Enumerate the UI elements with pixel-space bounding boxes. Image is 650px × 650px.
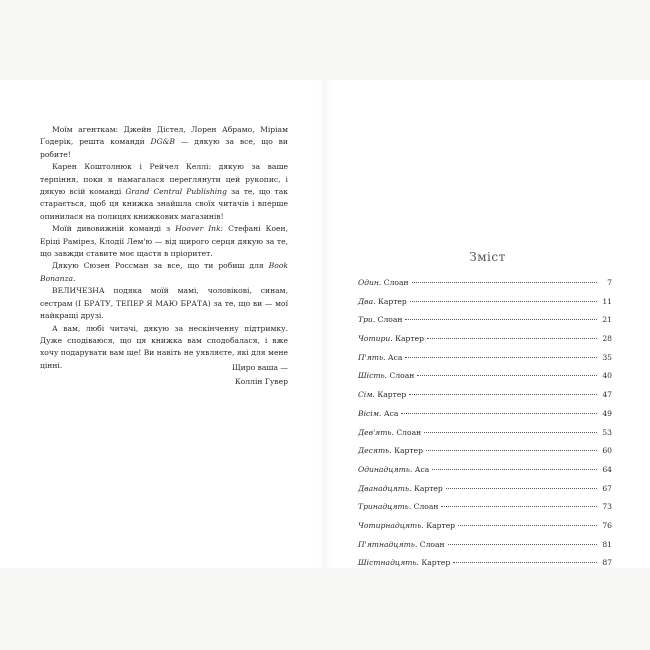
toc-entry xyxy=(358,540,612,559)
chapter-narrator: Слоан xyxy=(393,427,422,437)
chapter-narrator: Картер xyxy=(375,296,407,306)
page-number: 7 xyxy=(607,278,612,287)
italic-text: DG&B xyxy=(150,137,175,147)
italic-text: Hoover Ink: xyxy=(175,224,224,234)
signoff: Щиро ваша — xyxy=(232,363,288,372)
page-number: 40 xyxy=(602,371,612,381)
chapter-narrator: Слоан xyxy=(387,371,415,381)
chapter-number: Шість. xyxy=(358,371,388,381)
ack-paragraph xyxy=(40,124,288,161)
chapter-number: Вісім. xyxy=(358,408,382,418)
text-segment: Карен Коштолнюк і Рейчел Келлі: дякую за ваше терпіння, поки я намагалася переглянути цей рукопис, і дякую всій команді xyxy=(40,162,288,197)
chapter-number: Один. xyxy=(358,278,382,287)
dot-leader xyxy=(405,319,597,320)
dot-leader xyxy=(446,488,597,489)
dot-leader xyxy=(410,301,597,302)
acknowledgements-text xyxy=(40,124,288,372)
dot-leader xyxy=(458,525,597,526)
text-segment: Моїй дивовижній команді з xyxy=(52,224,176,234)
text-segment: за те, що так старається, щоб ця книжка знайшла своїх читачів і вперше опинилася на полицях книжкових магазинів! xyxy=(40,187,289,221)
chapter-number: Три. xyxy=(358,315,376,325)
toc-entry xyxy=(358,521,612,540)
page-number: 87 xyxy=(602,558,612,568)
dot-leader xyxy=(426,450,597,451)
toc-entry xyxy=(358,297,612,316)
chapter-narrator: Картер xyxy=(423,520,456,530)
text-segment: Стефані Коен, Еріці Раміpез, Клодії Лем'ю — від щирого серця дякую за те, що завжди ставите моє щастя в пріоритет. xyxy=(40,224,288,259)
chapter-narrator: Слоан xyxy=(417,539,445,549)
toc-entry xyxy=(358,353,612,372)
dot-leader xyxy=(424,432,597,433)
text-segment: — дякую за все, що ви робите! xyxy=(40,137,288,159)
text-segment: ВЕЛИЧЕЗНА подяка моїй мамі, чоловікові, синам, сестрам (І БРАТУ, ТЕПЕР Я МАЮ БРАТА) за те, що ви — мої найкращі друзі. xyxy=(40,286,288,321)
toc-entry xyxy=(358,428,612,447)
chapter-number: П'ять. xyxy=(358,352,386,362)
chapter-narrator: Картер xyxy=(391,446,423,456)
toc-entry xyxy=(358,390,612,409)
dot-leader xyxy=(405,357,597,358)
chapter-number: П'ятнадцять. xyxy=(358,539,418,549)
author-name: Коллін Гувер xyxy=(234,377,288,386)
page-number: 53 xyxy=(602,427,612,437)
toc-entry xyxy=(358,502,612,521)
chapter-narrator: Слоан xyxy=(411,502,439,512)
page-number: 49 xyxy=(602,408,612,418)
page-number: 47 xyxy=(602,390,612,400)
dot-leader xyxy=(427,338,597,339)
toc-entry xyxy=(358,465,612,484)
chapter-narrator: Картер xyxy=(374,390,407,400)
chapter-number: Десять. xyxy=(358,446,392,456)
page-number: 76 xyxy=(602,520,612,530)
dot-leader xyxy=(401,413,597,414)
page-number: 11 xyxy=(602,296,612,306)
toc-entry xyxy=(358,371,612,390)
toc-entry xyxy=(358,334,612,353)
left-page xyxy=(0,80,325,568)
chapter-number: Чотирнадцять. xyxy=(358,520,424,530)
chapter-narrator: Аса xyxy=(385,352,403,362)
ack-paragraph xyxy=(40,260,288,285)
italic-text: Grand Central Publishing xyxy=(125,187,227,197)
dot-leader xyxy=(412,282,597,283)
toc-entry xyxy=(358,558,612,577)
dot-leader xyxy=(453,562,597,563)
chapter-narrator: Слоан xyxy=(375,315,403,325)
italic-text: Book Bonanza xyxy=(40,261,288,283)
text-segment: Дякую Сюзен Россман за все, що ти робиш для xyxy=(52,261,269,271)
dot-leader xyxy=(441,506,597,507)
dot-leader xyxy=(417,375,597,376)
ack-paragraph xyxy=(40,285,288,322)
chapter-narrator: Слоан xyxy=(381,278,409,287)
text-segment: . xyxy=(73,273,76,283)
page-number: 21 xyxy=(602,315,612,325)
chapter-number: Дев'ять. xyxy=(358,427,394,437)
page-number: 28 xyxy=(602,334,612,344)
chapter-narrator: Картер xyxy=(411,483,443,493)
chapter-narrator: Аса xyxy=(381,408,399,418)
page-number: 35 xyxy=(602,352,612,362)
chapter-number: Тринадцять. xyxy=(358,502,412,512)
chapter-narrator: Картер xyxy=(392,334,424,344)
toc-entry xyxy=(358,278,612,297)
dot-leader xyxy=(409,394,597,395)
page-number: 73 xyxy=(602,502,612,512)
page-number: 60 xyxy=(602,446,612,456)
page-number: 64 xyxy=(602,464,612,474)
chapter-number: Два. xyxy=(358,296,376,306)
table-of-contents xyxy=(358,278,612,577)
chapter-narrator: Аса xyxy=(412,464,430,474)
dot-leader xyxy=(448,544,597,545)
chapter-number: Одинадцять. xyxy=(358,464,413,474)
toc-entry xyxy=(358,446,612,465)
toc-entry xyxy=(358,409,612,428)
chapter-number: Сім. xyxy=(358,390,375,400)
right-page xyxy=(325,80,650,568)
page-number: 67 xyxy=(602,483,612,493)
book-spread xyxy=(0,80,650,568)
toc-title: Зміст xyxy=(469,250,506,264)
ack-paragraph xyxy=(40,223,288,260)
ack-paragraph xyxy=(40,161,288,223)
chapter-number: Дванадцять. xyxy=(358,483,412,493)
text-segment: А вам, любі читачі, дякую за нескінченну підтримку. Дуже сподіваюся, що ця книжка вам сподобалася, і вже хочу подарувати вам ще! Ви навіть не уявляєте, які для мене цінні. xyxy=(40,323,288,370)
chapter-number: Шістнадцять. xyxy=(358,558,419,568)
toc-entry xyxy=(358,315,612,334)
chapter-narrator: Картер xyxy=(418,558,451,568)
chapter-number: Чотири. xyxy=(358,334,393,344)
page-number: 81 xyxy=(602,539,612,549)
dot-leader xyxy=(432,469,597,470)
toc-entry xyxy=(358,484,612,503)
text-segment: Моїм агенткам: Джейн Дістел, Лорен Абрамо, Міріам Ґодерік, решта команди xyxy=(40,125,288,147)
